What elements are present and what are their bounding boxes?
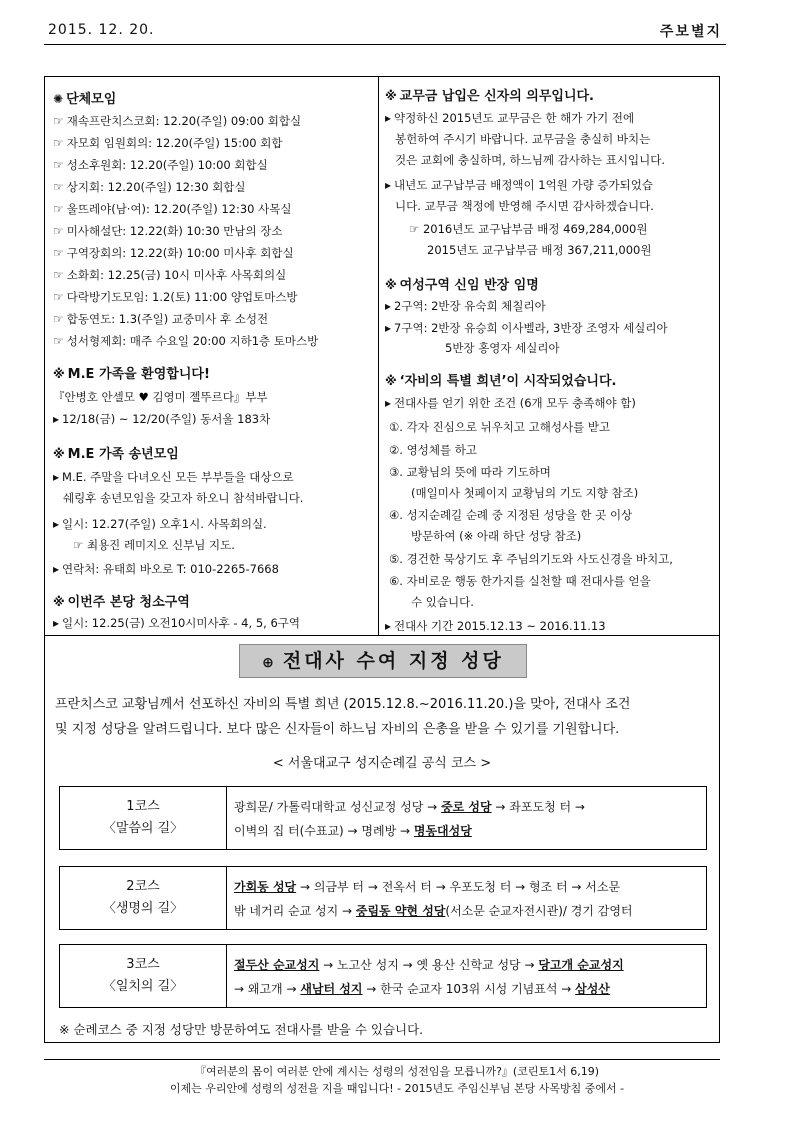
group-section-title: ✺ 단체모임 [53,92,117,107]
course-box [59,866,707,930]
jubilee-period: ▸ 전대사 기간 2015.12.13 ~ 2016.11.13 [385,619,606,633]
list-item: ☞ 성소후원회: 12.20(주일) 10:00 회합실 [53,158,268,172]
heart-icon: ♥ [138,390,149,404]
cleaning-title: ※ 이번주 본당 청소구역 [53,595,190,610]
course-subtitle: < 서울대교구 성지순례길 공식 코스 > [272,756,492,771]
list-item: ☞ 울뜨레야(남·여): 12.20(주일) 12:30 사목실 [53,202,292,216]
hand-pointer-icon: ☞ [53,290,64,304]
dues-text: ▸ 약정하신 2015년도 교무금은 한 해가 가기 전에 [385,111,635,125]
list-item: ☞ 합동연도: 1.3(주일) 교중미사 후 소성전 [53,312,269,326]
hand-pointer-icon: ☞ [53,202,64,216]
course-route: 광희문/ 가톨릭대학교 성신교정 성당 → 중로 성당 → 좌포도청 터 → 이벽의 집 터(수표교) → 명례방 → 명동대성당 [234,800,585,838]
list-item: ☞ 다락방기도모임: 1.2(토) 11:00 양업토마스방 [53,290,298,304]
pilgrimage-note: ※ 순례코스 중 지정 성당만 방문하여도 전대사를 받을 수 있습니다. [59,1022,424,1037]
jubilee-condition: ④. 성지순례길 순례 중 지정된 성당을 한 곳 이상 [389,508,633,522]
indulgence-banner: ⊕ 전대사 수여 지정 성당 [239,644,527,678]
reference-mark-icon: ※ [53,595,65,609]
jubilee-conditions-intro: ▸ 전대사를 얻기 위한 조건 (6개 모두 충족해야 함) [385,396,636,410]
course-name: 1코스 〈말씀의 길〉 [60,787,227,849]
list-item: ☞ 자모회 임원회의: 12.20(주일) 15:00 회합 [53,136,283,150]
footer-motto: 이제는 우리안에 성령의 성전을 지을 때입니다! - 2015년도 주임신부님 본당 사목방침 중에서 - [169,1082,625,1095]
hand-pointer-icon: ☞ [53,224,64,238]
list-item: ☞ 성서형제회: 매주 수요일 20:00 지하1층 토마스방 [53,334,319,348]
dues-text: 것은 교회에 충실하며, 하느님께 감사하는 표시입니다. [395,153,665,167]
jubilee-condition: ⑤. 경건한 묵상기도 후 주님의기도와 사도신경을 바치고, [389,552,673,566]
course-box [59,786,707,850]
reference-mark-icon: ※ [385,89,397,103]
me-yearend-contact: ▸ 연락처: 유태희 바오로 T: 010-2265-7668 [53,562,279,576]
hand-pointer-icon: ☞ [53,268,64,282]
jubilee-condition: (매일미사 첫페이지 교황님의 기도 지향 참조) [411,486,639,500]
jubilee-title: ※ ‘자비의 특별 희년’이 시작되었습니다. [385,374,617,389]
intro-paragraph: 프란치스코 교황님께서 선포하신 자비의 특별 희년 (2015.12.8.~2016.11.20.)을 맞아, 전대사 조건 및 지정 성당을 알려드립니다. 보다 많은 신자들이 하느님 자비의 은총을 받을 수 있기를 기원합니다. [55,697,631,737]
jubilee-condition: 방문하여 (※ 아래 하단 성당 참조) [411,529,582,543]
hand-pointer-icon: ☞ [53,180,64,194]
dues-text: 니다. 교무금 책정에 반영해 주시면 감사하겠습니다. [395,199,654,213]
list-item: ☞ 미사해설단: 12.22(화) 10:30 만남의 장소 [53,224,283,238]
me-yearend-text: 쉐링후 송년모임을 갖고자 하오니 참석바랍니다. [63,491,304,505]
list-item: ☞ 구역장회의: 12.22(화) 10:00 미사후 회합실 [53,246,294,260]
reference-mark-icon: ※ [385,374,397,388]
top-box [44,76,720,636]
header-rule [44,44,726,45]
sparkle-icon: ✺ [53,92,64,106]
women-text: ▸ 2구역: 2반장 유숙희 체칠리아 [385,299,546,313]
me-yearend-time: ▸ 일시: 12.27(주일) 오후1시. 사목회의실. [53,517,267,531]
reference-mark-icon: ※ [53,367,65,381]
women-title: ※ 여성구역 신임 반장 임명 [385,278,539,293]
jubilee-condition: ③. 교황님의 뜻에 따라 기도하며 [389,465,551,479]
cleaning-time: ▸ 일시: 12.25(금) 오전10시미사후 - 4, 5, 6구역 [53,616,300,630]
hand-pointer-icon: ☞ [53,158,64,172]
column-divider [378,77,379,635]
me-yearend-text: ▸ M.E. 주말을 다녀오신 모든 부부들을 대상으로 [53,470,294,484]
course-route: 절두산 순교성지 → 노고산 성지 → 옛 용산 신학교 성당 → 당고개 순교성지 → 왜고개 → 새남터 성지 → 한국 순교자 103위 시성 기념표석 → 삼성산 [234,958,624,996]
list-item: ☞ 소화회: 12.25(금) 10시 미사후 사목회의실 [53,268,287,282]
me-welcome-title: ※ M.E 가족을 환영합니다! [53,367,210,382]
list-item: ☞ 상지회: 12.20(주일) 12:30 회합실 [53,180,246,194]
footer-quote: 『여러분의 몸이 여러분 안에 계시는 성령의 성전임을 모릅니까?』(코린토1서 6,19) [194,1065,600,1078]
jubilee-condition: ⑥. 자비로운 행동 한가지를 실천할 때 전대사를 얻을 [389,574,651,588]
course-box [59,944,707,1008]
me-yearend-title: ※ M.E 가족 송년모임 [53,447,179,462]
women-text: 5반장 홍영자 세실리아 [445,341,560,355]
hand-pointer-icon: ☞ [53,312,64,326]
header-title: 주보별지 [659,24,722,40]
dues-text: 봉헌하여 주시기 바랍니다. 교무금을 충실히 바치는 [395,132,651,146]
footer-rule [44,1059,720,1060]
hand-pointer-icon: ☞ [53,136,64,150]
hand-pointer-icon: ☞ [53,334,64,348]
jubilee-condition: ①. 각자 진심으로 뉘우치고 고해성사를 받고 [389,420,611,434]
reference-mark-icon: ※ [385,278,397,292]
dues-title: ※ 교무금 납입은 신자의 의무입니다. [385,89,595,104]
hand-pointer-icon: ☞ [53,246,64,260]
bottom-box [44,634,720,1043]
header-date: 2015. 12. 20. [48,22,155,38]
jubilee-condition: 수 있습니다. [411,595,474,609]
hand-pointer-icon: ☞ [53,114,64,128]
course-name: 2코스 〈생명의 길〉 [60,867,227,929]
dues-text: ▸ 내년도 교구납부금 배정액이 1억원 가량 증가되었습 [385,178,653,192]
me-yearend-director: ☞ 최용진 레미지오 신부님 지도. [73,538,235,552]
me-welcome-date: ▸ 12/18(금) ~ 12/20(주일) 동서울 183차 [53,412,271,426]
jubilee-condition: ②. 영성체를 하고 [389,443,477,457]
women-text: ▸ 7구역: 2반장 유승희 이사벨라, 3반장 조영자 세실리아 [385,321,668,335]
dues-amount-2016: ☞ 2016년도 교구납부금 배정 469,284,000원 [409,222,648,236]
me-welcome-couple: 『안병호 안셀모 ♥ 김영미 젤뚜르다』부부 [53,390,268,404]
course-route: 가회동 성당 → 의금부 터 → 전옥서 터 → 우포도청 터 → 형조 터 → 서소문 밖 네거리 순교 성지 → 중림동 약현 성당(서소문 순교자전시관)/ 경기 감영터 [234,880,633,918]
cross-icon: ⊕ [262,655,277,671]
reference-mark-icon: ※ [53,447,65,461]
dues-amount-2015: 2015년도 교구납부금 배정 367,211,000원 [427,243,652,257]
course-name: 3코스 〈일치의 길〉 [60,945,227,1007]
list-item: ☞ 재속프란치스코회: 12.20(주일) 09:00 회합실 [53,114,302,128]
